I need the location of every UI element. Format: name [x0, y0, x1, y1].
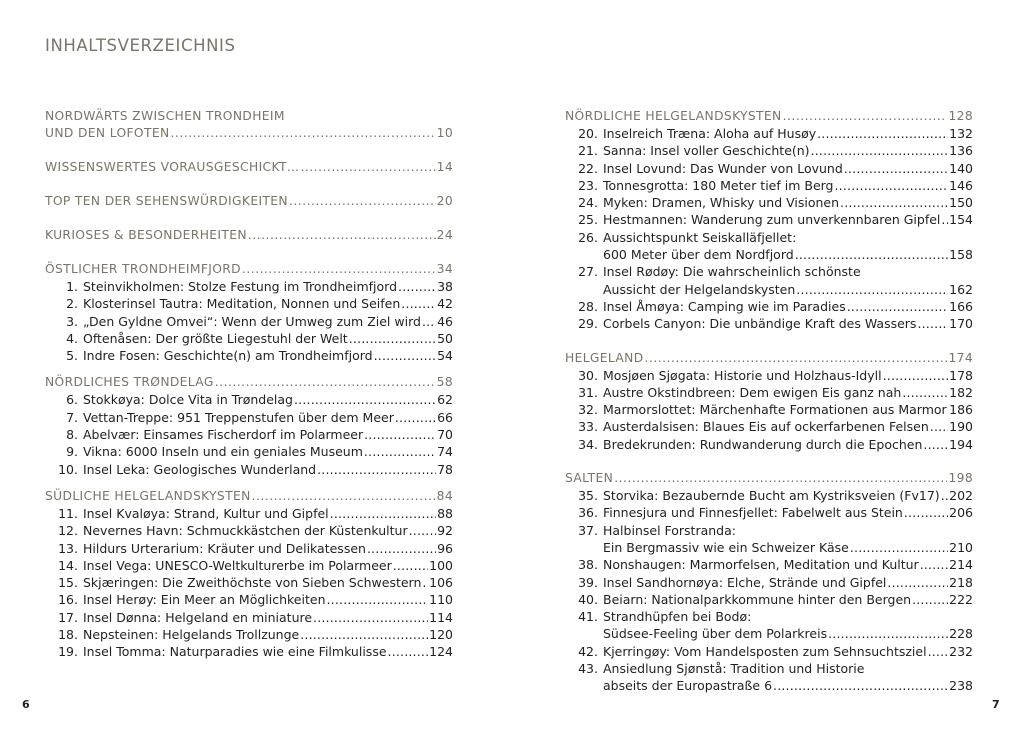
entry-title: Storvika: Bezaubernde Bucht am Kystriksveien (Fv17)	[603, 488, 940, 504]
toc-entry[interactable]	[45, 409, 453, 426]
entry-number: 36.	[578, 505, 598, 521]
leader-dots	[941, 487, 948, 504]
leader-dots	[783, 108, 948, 125]
entry-number: 35.	[578, 488, 598, 504]
page-number: 158	[949, 247, 973, 263]
page-number: 96	[437, 540, 453, 556]
right-toc-column	[565, 108, 973, 695]
leader-dots	[327, 591, 429, 608]
leader-dots	[364, 426, 436, 443]
leader-dots	[923, 436, 948, 453]
entry-number: 33.	[578, 419, 598, 435]
page-number: 10	[436, 126, 453, 140]
entry-title: Nonshaugen: Marmorfelsen, Meditation und Kultur	[603, 557, 919, 573]
toc-entry[interactable]	[565, 298, 973, 315]
entry-title: Insel Vega: UNESCO-Weltkulturerbe im Polarmeer	[83, 557, 392, 573]
entry-title: „Den Gyldne Omvei“: Wenn der Umweg zum Ziel wird	[83, 313, 421, 329]
page-number: 162	[949, 281, 973, 297]
section-heading[interactable]	[565, 470, 973, 487]
entry-title: Klosterinsel Tautra: Meditation, Nonnen und Seifen	[83, 296, 401, 312]
entry-title: Insel Herøy: Ein Meer an Möglichkeiten	[83, 592, 326, 608]
entry-title: Bredekrunden: Rundwanderung durch die Epochen	[603, 436, 923, 452]
leader-dots	[796, 281, 948, 298]
entry-title: Hildurs Urterarium: Kräuter und Delikatessen	[83, 540, 366, 556]
toc-entry[interactable]	[45, 591, 453, 608]
toc-entry[interactable]	[565, 367, 973, 384]
leader-dots	[811, 142, 949, 159]
leader-dots	[289, 193, 436, 210]
toc-entry-line1[interactable]	[565, 608, 973, 625]
entry-title: Oftenåsen: Der größte Liegestuhl der Welt	[83, 330, 348, 346]
page-number: 124	[429, 644, 453, 660]
section-title: UND DEN LOFOTEN	[45, 126, 170, 140]
toc-entry[interactable]	[565, 556, 973, 573]
leader-dots	[349, 330, 436, 347]
toc-entry[interactable]	[565, 160, 973, 177]
entry-number: 11.	[58, 505, 78, 521]
page-number: 92	[437, 523, 453, 539]
entry-number: 5.	[66, 348, 78, 364]
leader-dots	[850, 539, 948, 556]
leader-dots	[883, 367, 949, 384]
page-number: 228	[949, 626, 973, 642]
entry-number: 17.	[58, 609, 78, 625]
page-number: 128	[948, 109, 973, 123]
page-number: 88	[437, 505, 453, 521]
page-number: 34	[436, 262, 453, 276]
section-title: TOP TEN DER SEHENSWÜRDIGKEITEN	[45, 194, 288, 208]
entry-number: 23.	[578, 177, 598, 193]
toc-entry[interactable]	[45, 313, 453, 330]
entry-number: 13.	[58, 540, 78, 556]
leader-dots	[904, 504, 948, 521]
page-number-right: 7	[992, 698, 1000, 711]
page-number-left: 6	[22, 698, 30, 711]
entry-number: 20.	[578, 126, 598, 141]
toc-entry[interactable]	[565, 504, 973, 521]
leader-dots	[374, 347, 437, 364]
leader-dots	[773, 677, 948, 694]
toc-entry[interactable]	[565, 384, 973, 401]
page-number: 46	[437, 313, 453, 329]
page-number: 232	[949, 643, 973, 659]
toc-entry[interactable]	[565, 315, 973, 332]
toc-entry[interactable]	[565, 591, 973, 608]
page-number: 66	[437, 409, 453, 425]
entry-number: 14.	[58, 557, 78, 573]
page-number: 58	[436, 375, 453, 390]
entry-title: Strandhüpfen bei Bodø:	[603, 609, 752, 625]
entry-number: 28.	[578, 298, 598, 314]
toc-entry[interactable]	[45, 295, 453, 312]
section-title: HELGELAND	[565, 350, 644, 365]
entry-title-cont: 600 Meter über dem Nordfjord	[603, 247, 794, 263]
entry-title: Steinvikholmen: Stolze Festung im Trondheimfjord	[83, 279, 398, 294]
page-number: 70	[437, 427, 453, 443]
page-number: 146	[949, 177, 973, 193]
left-toc-column	[45, 108, 453, 661]
leader-dots	[294, 391, 436, 408]
toc-entry[interactable]	[565, 211, 973, 228]
entry-title: Kjerringøy: Vom Handelsposten zum Sehnsuchtsziel	[603, 643, 927, 659]
page-number: 84	[436, 488, 453, 503]
leader-dots	[422, 574, 428, 591]
leader-dots	[300, 159, 435, 176]
entry-number: 15.	[58, 575, 78, 591]
entry-title-cont: Südsee-Feeling über dem Polarkreis	[603, 626, 828, 642]
entry-title-cont: Ein Bergmassiv wie ein Schweizer Käse	[603, 539, 849, 555]
leader-dots	[395, 409, 436, 426]
entry-title: Nepsteinen: Helgelands Trollzunge	[83, 627, 300, 643]
leader-dots	[795, 246, 948, 263]
page-number: 150	[949, 195, 973, 211]
page-number: 194	[949, 436, 973, 452]
entry-number: 30.	[578, 367, 598, 383]
leader-dots	[171, 125, 436, 142]
entry-number: 34.	[578, 436, 598, 452]
page-number: 114	[429, 609, 453, 625]
page-number: 202	[949, 488, 973, 504]
entry-title: Austre Okstindbreen: Dem ewigen Eis ganz nah	[603, 384, 902, 400]
entry-number: 25.	[578, 212, 598, 228]
entry-number: 12.	[58, 523, 78, 539]
page-number: 78	[437, 461, 453, 477]
entry-title: Insel Kvaløya: Strand, Kultur und Gipfel	[83, 505, 329, 521]
toc-entry-line1[interactable]	[565, 522, 973, 539]
entry-title: Abelvær: Einsames Fischerdorf im Polarmeer	[83, 427, 364, 443]
toc-entry[interactable]	[45, 505, 453, 522]
section-title: SALTEN	[565, 471, 614, 486]
leader-dots	[252, 488, 436, 505]
entry-title-cont: abseits der Europastraße 6	[603, 678, 773, 694]
page-number: 136	[949, 143, 973, 159]
page-number: 206	[949, 505, 973, 521]
page-number: 50	[437, 330, 453, 346]
page-number: 198	[948, 471, 973, 486]
leader-dots	[215, 374, 436, 391]
entry-title: Insel Tomma: Naturparadies wie eine Filmkulisse	[83, 644, 387, 660]
entry-number: 32.	[578, 402, 598, 418]
section-heading[interactable]	[45, 193, 453, 210]
entry-number: 43.	[578, 661, 598, 677]
entry-title: Insel Leka: Geologisches Wunderland	[83, 461, 317, 477]
section-title: NÖRDLICHES TRØNDELAG	[45, 375, 214, 390]
leader-dots	[847, 298, 948, 315]
page-number: 110	[429, 592, 453, 608]
entry-number: 31.	[578, 384, 598, 400]
leader-dots	[930, 418, 948, 435]
entry-title: Halbinsel Forstranda:	[603, 522, 736, 538]
toc-entry[interactable]	[45, 522, 453, 539]
page-number: 174	[948, 350, 973, 365]
entry-title: Indre Fosen: Geschichte(n) am Trondheimfjord	[83, 348, 373, 364]
page-number: 210	[949, 539, 973, 555]
toc-entry[interactable]	[565, 574, 973, 591]
page-number: 178	[949, 367, 973, 383]
page-number: 190	[949, 419, 973, 435]
entry-title: Finnesjura und Finnesfjellet: Fabelwelt aus Stein	[603, 505, 903, 521]
leader-dots	[920, 556, 948, 573]
toc-entry[interactable]	[45, 643, 453, 660]
page-number: 54	[437, 348, 453, 364]
entry-number: 29.	[578, 316, 598, 332]
page-number: 14	[436, 160, 453, 174]
entry-title: Insel Åmøya: Camping wie im Paradies	[603, 298, 846, 314]
toc-entry[interactable]	[45, 574, 453, 591]
toc-entry[interactable]	[45, 609, 453, 626]
leader-dots	[313, 609, 428, 626]
toc-entry-line1[interactable]	[565, 263, 973, 280]
entry-title: Inselreich Træna: Aloha auf Husøy	[603, 126, 817, 141]
entry-number: 24.	[578, 195, 598, 211]
entry-number: 9.	[66, 444, 78, 460]
page-number: 218	[949, 574, 973, 590]
toc-entry[interactable]	[565, 643, 973, 660]
entry-number: 40.	[578, 591, 598, 607]
leader-dots	[840, 194, 948, 211]
page-number: 100	[429, 557, 453, 573]
leader-dots	[367, 540, 436, 557]
entry-number: 26.	[578, 229, 598, 245]
entry-number: 22.	[578, 160, 598, 176]
toc-entry[interactable]	[565, 125, 973, 142]
leader-dots	[317, 461, 436, 478]
leader-dots	[928, 643, 949, 660]
section-title: WISSENSWERTES VORAUSGESCHICKT…	[45, 160, 300, 174]
entry-title: Marmorslottet: Märchenhafte Formationen aus Marmor	[603, 402, 947, 418]
section-heading-line1: NORDWÄRTS ZWISCHEN TRONDHEIM	[45, 109, 285, 123]
toc-entry[interactable]	[565, 487, 973, 504]
page-number: 214	[949, 557, 973, 573]
toc-entry[interactable]	[45, 540, 453, 557]
entry-title: Mosjøen Sjøgata: Historie und Holzhaus-Idyll	[603, 367, 882, 383]
toc-entry-line1[interactable]	[565, 229, 973, 246]
leader-dots	[398, 278, 436, 295]
entry-number: 38.	[578, 557, 598, 573]
entry-number: 21.	[578, 143, 598, 159]
leader-dots	[614, 470, 947, 487]
entry-number: 3.	[66, 313, 78, 329]
entry-number: 27.	[578, 264, 598, 280]
page-number: 106	[429, 575, 453, 591]
leader-dots	[828, 625, 948, 642]
toc-entry[interactable]	[45, 278, 453, 295]
page-number: 20	[436, 194, 453, 208]
entry-number: 16.	[58, 592, 78, 608]
page-number: 238	[949, 678, 973, 694]
section-heading[interactable]	[565, 108, 973, 125]
entry-number: 10.	[58, 461, 78, 477]
toc-entry[interactable]	[45, 391, 453, 408]
toc-entry-line2[interactable]	[565, 246, 973, 263]
leader-dots	[409, 522, 436, 539]
section-title: ÖSTLICHER TRONDHEIMFJORD	[45, 262, 241, 276]
leader-dots	[393, 557, 428, 574]
section-heading[interactable]	[45, 374, 453, 391]
entry-title: Austerdalsisen: Blaues Eis auf ockerfarbenen Felsen	[603, 419, 929, 435]
entry-title: Beiarn: Nationalparkkommune hinter den Bergen	[603, 591, 912, 607]
entry-title: Sanna: Insel voller Geschichte(n)	[603, 143, 810, 159]
leader-dots	[912, 591, 948, 608]
toc-entry[interactable]	[565, 177, 973, 194]
page-number: 42	[437, 296, 453, 312]
leader-dots	[364, 443, 436, 460]
toc-entry-line2[interactable]	[565, 677, 973, 694]
section-heading[interactable]	[565, 350, 973, 367]
leader-dots	[941, 211, 948, 228]
entry-number: 42.	[578, 643, 598, 659]
leader-dots	[645, 350, 948, 367]
entry-number: 37.	[578, 522, 598, 538]
leader-dots	[388, 643, 429, 660]
section-heading[interactable]	[45, 125, 453, 142]
leader-dots	[844, 160, 948, 177]
entry-title: Insel Dønna: Helgeland en miniature	[83, 609, 313, 625]
section-heading[interactable]	[45, 159, 453, 176]
toc-entry[interactable]	[565, 194, 973, 211]
toc-entry-line2[interactable]	[565, 539, 973, 556]
entry-number: 6.	[66, 392, 78, 408]
leader-dots	[330, 505, 436, 522]
entry-title: Vettan-Treppe: 951 Treppenstufen über dem Meer	[83, 409, 394, 425]
leader-dots	[835, 177, 949, 194]
entry-title: Tonnesgrotta: 180 Meter tief im Berg	[603, 177, 834, 193]
entry-number: 1.	[66, 279, 78, 294]
section-heading[interactable]	[45, 227, 453, 244]
page-number: 120	[429, 627, 453, 643]
entry-title: Skjæringen: Die Zweithöchste von Sieben Schwestern	[83, 575, 422, 591]
page-number: 166	[949, 298, 973, 314]
toc-entry-line1[interactable]	[565, 660, 973, 677]
leader-dots	[887, 574, 948, 591]
section-heading[interactable]	[45, 261, 453, 278]
entry-title: Myken: Dramen, Whisky und Visionen	[603, 195, 840, 211]
toc-entry[interactable]	[565, 142, 973, 159]
entry-number: 41.	[578, 609, 598, 625]
page-number: 182	[949, 384, 973, 400]
page-title: INHALTSVERZEICHNIS	[45, 36, 236, 55]
toc-entry[interactable]	[45, 461, 453, 478]
entry-title: Hestmannen: Wanderung zum unverkennbaren Gipfel	[603, 212, 941, 228]
entry-title: Insel Sandhornøya: Elche, Strände und Gipfel	[603, 574, 887, 590]
entry-title: Stokkøya: Dolce Vita in Trøndelag	[83, 392, 293, 408]
entry-number: 39.	[578, 574, 598, 590]
leader-dots	[917, 315, 948, 332]
entry-title: Insel Rødøy: Die wahrscheinlich schönste	[603, 264, 861, 280]
toc-entry[interactable]	[45, 626, 453, 643]
leader-dots	[300, 626, 428, 643]
entry-number: 4.	[66, 330, 78, 346]
toc-entry[interactable]	[45, 443, 453, 460]
toc-entry[interactable]	[565, 418, 973, 435]
page-number: 140	[949, 160, 973, 176]
toc-entry[interactable]	[565, 401, 973, 418]
leader-dots	[401, 295, 436, 312]
toc-entry-line2[interactable]	[565, 625, 973, 642]
entry-number: 7.	[66, 409, 78, 425]
toc-entry-line2[interactable]	[565, 281, 973, 298]
toc-entry[interactable]	[45, 347, 453, 364]
section-title: KURIOSES & BESONDERHEITEN	[45, 228, 247, 242]
toc-entry[interactable]	[565, 436, 973, 453]
entry-title-cont: Aussicht der Helgelandskysten	[603, 281, 796, 297]
entry-number: 8.	[66, 427, 78, 443]
page-number: 132	[949, 126, 973, 141]
leader-dots	[817, 125, 948, 142]
entry-number: 2.	[66, 296, 78, 312]
page-number: 170	[949, 316, 973, 332]
leader-dots	[902, 384, 948, 401]
section-title: NÖRDLICHE HELGELANDSKYSTEN	[565, 109, 782, 123]
leader-dots	[242, 261, 436, 278]
leader-dots	[248, 227, 436, 244]
entry-title: Ansiedlung Sjønstå: Tradition und Historie	[603, 661, 865, 677]
section-title: SÜDLICHE HELGELANDSKYSTEN	[45, 488, 251, 503]
entry-title: Aussichtspunkt Seiskalläfjellet:	[603, 229, 797, 245]
page-number: 222	[949, 591, 973, 607]
leader-dots	[422, 313, 436, 330]
toc-entry[interactable]	[45, 557, 453, 574]
entry-title: Insel Lovund: Das Wunder von Lovund	[603, 160, 843, 176]
entry-title: Corbels Canyon: Die unbändige Kraft des Wassers	[603, 316, 917, 332]
toc-entry[interactable]	[45, 330, 453, 347]
page-number: 62	[437, 392, 453, 408]
page-number: 24	[436, 228, 453, 242]
page-number: 74	[437, 444, 453, 460]
entry-title: Vikna: 6000 Inseln und ein geniales Museum	[83, 444, 363, 460]
section-heading[interactable]	[45, 488, 453, 505]
toc-entry[interactable]	[45, 426, 453, 443]
page-number: 38	[437, 279, 453, 294]
entry-title: Nevernes Havn: Schmuckkästchen der Küstenkultur	[83, 523, 408, 539]
entry-number: 18.	[58, 627, 78, 643]
entry-number: 19.	[58, 644, 78, 660]
page-number: 186	[949, 402, 973, 418]
page-number: 154	[949, 212, 973, 228]
